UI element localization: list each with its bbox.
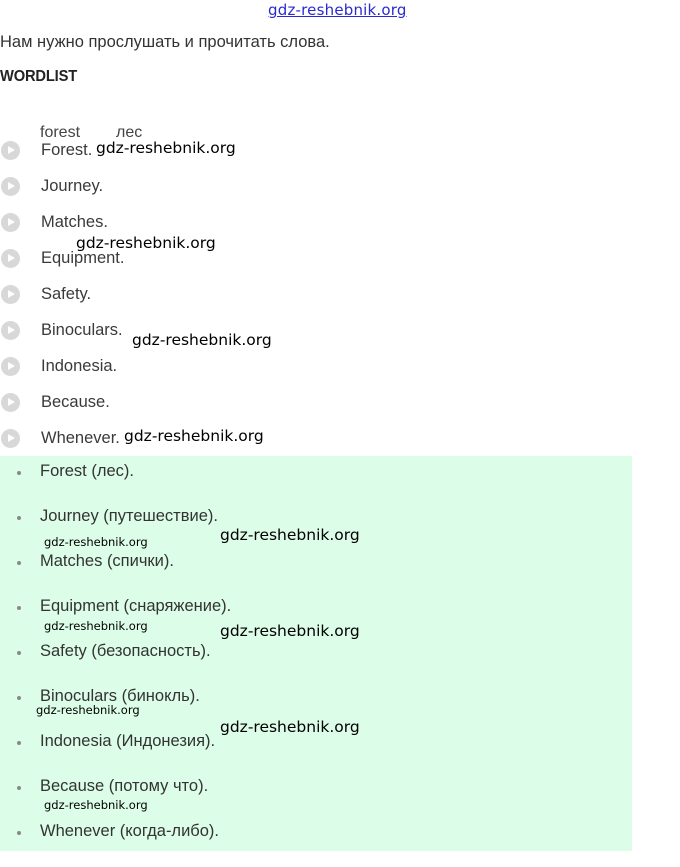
play-icon[interactable] bbox=[1, 321, 20, 340]
bullet-icon bbox=[17, 561, 21, 565]
play-icon[interactable] bbox=[1, 285, 20, 304]
bullet-icon bbox=[17, 651, 21, 655]
word-label: Equipment. bbox=[41, 249, 125, 267]
answer-text: Safety (безопасность). bbox=[40, 642, 211, 660]
bullet-icon bbox=[17, 831, 21, 835]
play-icon[interactable] bbox=[1, 357, 20, 376]
bullet-icon bbox=[17, 741, 21, 745]
answer-text: Journey (путешествие). bbox=[40, 507, 218, 525]
word-label: Whenever. bbox=[41, 429, 120, 447]
watermark-text: gdz-reshebnik.org bbox=[96, 139, 236, 157]
answer-text: Equipment (снаряжение). bbox=[40, 597, 232, 615]
watermark-text: gdz-reshebnik.org bbox=[44, 619, 148, 633]
bullet-icon bbox=[17, 696, 21, 700]
play-icon[interactable] bbox=[1, 393, 20, 412]
word-label: Safety. bbox=[41, 285, 92, 303]
watermark-text: gdz-reshebnik.org bbox=[76, 234, 216, 252]
word-label: Forest. bbox=[41, 141, 93, 159]
clipped-word: forest bbox=[40, 124, 81, 141]
answer-text: Because (потому что). bbox=[40, 777, 209, 795]
answer-text: Whenever (когда-либо). bbox=[40, 822, 219, 840]
play-icon[interactable] bbox=[1, 213, 20, 232]
wordlist-heading: WORDLIST bbox=[0, 68, 78, 85]
word-label: Matches. bbox=[41, 213, 108, 231]
watermark-text: gdz-reshebnik.org bbox=[124, 427, 264, 445]
watermark-text: gdz-reshebnik.org bbox=[132, 331, 272, 349]
answer-text: Matches (спички). bbox=[40, 552, 174, 570]
word-label: Journey. bbox=[41, 177, 104, 195]
bullet-icon bbox=[17, 471, 21, 475]
watermark-text: gdz-reshebnik.org bbox=[36, 703, 140, 717]
watermark-text: gdz-reshebnik.org bbox=[220, 526, 360, 544]
word-label: Binoculars. bbox=[41, 321, 123, 339]
answer-text: Forest (лес). bbox=[40, 462, 134, 480]
play-icon[interactable] bbox=[1, 141, 20, 160]
bullet-icon bbox=[17, 516, 21, 520]
watermark-text: gdz-reshebnik.org bbox=[44, 798, 148, 812]
play-icon[interactable] bbox=[1, 429, 20, 448]
answer-text: Binoculars (бинокль). bbox=[40, 687, 200, 705]
clipped-word-row bbox=[40, 118, 240, 141]
clipped-translation: лес bbox=[116, 124, 143, 141]
instruction-text: Нам нужно прослушать и прочитать слова. bbox=[0, 33, 330, 51]
bullet-icon bbox=[17, 786, 21, 790]
answer-text: Indonesia (Индонезия). bbox=[40, 732, 216, 750]
play-icon[interactable] bbox=[1, 249, 20, 268]
watermark-text: gdz-reshebnik.org bbox=[220, 718, 360, 736]
watermark-text: gdz-reshebnik.org bbox=[220, 622, 360, 640]
play-icon[interactable] bbox=[1, 177, 20, 196]
bullet-icon bbox=[17, 606, 21, 610]
word-label: Because. bbox=[41, 393, 110, 411]
answer-box bbox=[0, 456, 632, 851]
word-label: Indonesia. bbox=[41, 357, 118, 375]
top-watermark-link[interactable]: gdz-reshebnik.org bbox=[268, 1, 407, 19]
watermark-text: gdz-reshebnik.org bbox=[44, 535, 148, 549]
